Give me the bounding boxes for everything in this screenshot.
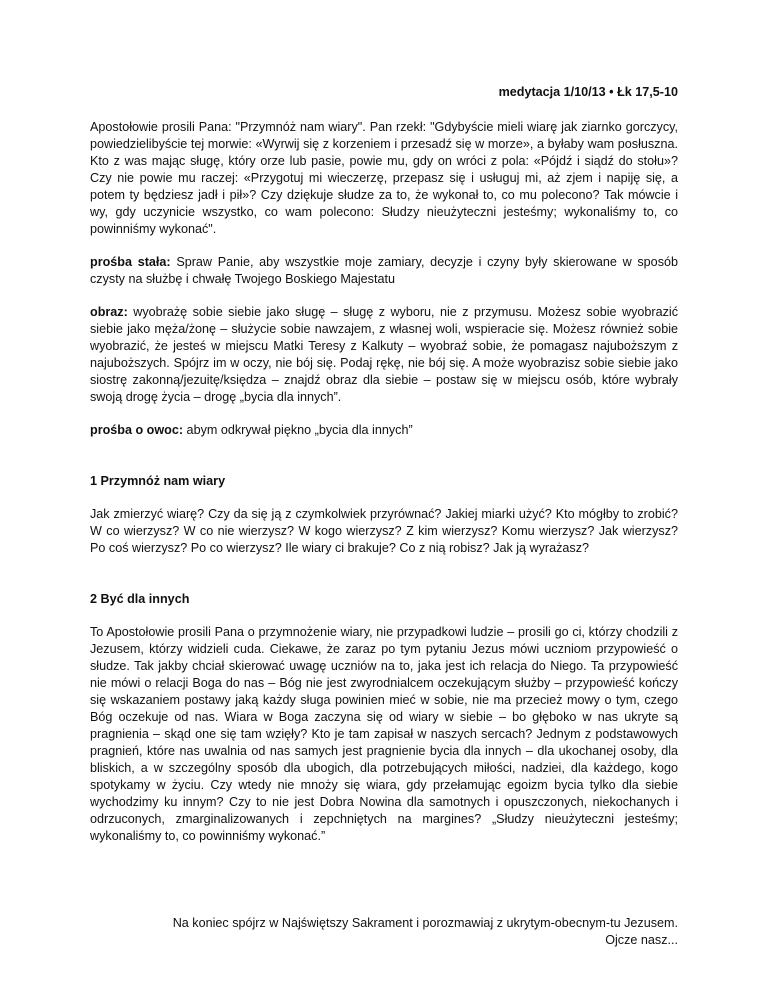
point1-paragraph: Jak zmierzyć wiarę? Czy da się ją z czymkolwiek przyrównać? Jakiej miarki użyć? Kto mógłby to zrobić? W co wierzysz? W co nie wierzysz? W kogo wierzysz? Z kim wierzysz? Komu wierzysz? Jak wierzysz? Po coś wierzysz? Po co wierzysz? Ile wiary ci brakuje? Co z nią robisz? Jak ją wyrażasz? (90, 507, 678, 555)
obraz-label: obraz: (90, 305, 128, 319)
document-header: medytacja 1/10/13 • Łk 17,5-10 (498, 85, 678, 99)
prosba-owoc-paragraph (90, 422, 678, 439)
spacer (90, 861, 678, 915)
spacer (90, 455, 678, 473)
point2-paragraph: To Apostołowie prosili Pana o przymnożenie wiary, nie przypadkowi ludzie – prosili go ci, którzy chodzili z Jezusem, którzy widzieli cuda. Ciekawe, że zaraz po tym pytaniu Jezus mówi uczniom przypowieść o słudze. Tak jakby chciał skierować uwagę uczniów na to, jaka jest ich relacja do Niego. Ta przypowieść nie mówi o relacji Boga do nas – Bóg nie jest zwyrodnialcem oczekującym służby – przypowieść kończy się wskazaniem postawy jaką każdy sługa powinien mieć w sobie, nie ma przecież mowy o tym, czego Bóg oczekuje od nas. Wiara w Boga zaczyna się od wiary w siebie – bo głęboko w nas ukryte są pragnienia – skąd one się tam wzięły? Kto je tam zapisał w naszych sercach? Jednym z podstawowych pragnień, które nas uwalnia od nas samych jest pragnienie bycia dla innych – dla ukochanej osoby, dla bliskich, a w szczególny sposób dla ubogich, dla potrzebujących miłości, nadziei, dla każdego, kogo spotykamy w życiu. Czy wtedy nie mnoży się wiara, gdy przełamując egoizm bycia tylko dla siebie wychodzimy ku innym? Czy to nie jest Dobra Nowina dla samotnych i opuszczonych, niekochanych i odrzuconych, zmarginalizowanych i zepchniętych na margines? „Słudzy nieużyteczni jesteśmy; wykonaliśmy to, co powinniśmy wykonać.” (90, 625, 678, 843)
point2-heading: 2 Być dla innych (90, 592, 190, 606)
spacer (90, 573, 678, 591)
obraz-paragraph (90, 304, 678, 406)
closing-block (90, 915, 678, 949)
point1-heading: 1 Przymnóż nam wiary (90, 474, 226, 488)
prosba-stala-label: prośba stała: (90, 255, 171, 269)
prosba-stala-paragraph (90, 254, 678, 288)
prosba-owoc-text: abym odkrywał piękno „bycia dla innych” (183, 423, 413, 437)
closing-prayer: Ojcze nasz... (605, 933, 678, 947)
obraz-text: wyobrażę sobie siebie jako sługę – sługę z wyboru, nie z przymusu. Możesz sobie wyobrazić siebie jako męża/żonę – służycie sobie nawzajem, z własnej woli, wspieracie się. Możesz również sobie wyobrazić, że jesteś w miejscu Matki Teresy z Kalkuty – wyobraź sobie, że pomagasz najuboższym z najuboższych. Spójrz im w oczy, nie bój się. Podaj rękę, nie bój się. A może wyobrazisz sobie siebie jako siostrę zakonną/jezuitę/księdza – znajdź obraz dla siebie – postaw się w miejscu osób, które wybrały swoją drogę życia – drogę „bycia dla innych”. (90, 305, 678, 404)
prosba-stala-text: Spraw Panie, aby wszystkie moje zamiary, decyzje i czyny były skierowane w sposób czysty na służbę i chwałę Twojego Boskiego Majestatu (90, 255, 678, 286)
prosba-owoc-label: prośba o owoc: (90, 423, 184, 437)
document-page (90, 84, 678, 949)
closing-line: Na koniec spójrz w Najświętszy Sakrament i porozmawiaj z ukrytym-obecnym-tu Jezusem. (172, 916, 678, 930)
gospel-paragraph: Apostołowie prosili Pana: "Przymnóż nam wiary". Pan rzekł: "Gdybyście mieli wiarę jak ziarnko gorczycy, powiedzielibyście tej morwie: «Wyrwij się z korzeniem i przesadź się w morze», a byłaby wam posłuszna. Kto z was mając sługę, który orze lub pasie, powie mu, gdy on wróci z pola: «Pójdź i siądź do stołu»? Czy nie powie mu raczej: «Przygotuj mi wieczerzę, przepasz się i usługuj mi, aż zjem i napiję się, a potem ty będziesz jadł i pił»? Czy dziękuje słudze za to, że wykonał to, co mu polecono? Tak mówcie i wy, gdy uczynicie wszystko, co wam polecono: Słudzy nieużyteczni jesteśmy; wykonaliśmy to, co powinniśmy wykonać". (90, 120, 678, 236)
